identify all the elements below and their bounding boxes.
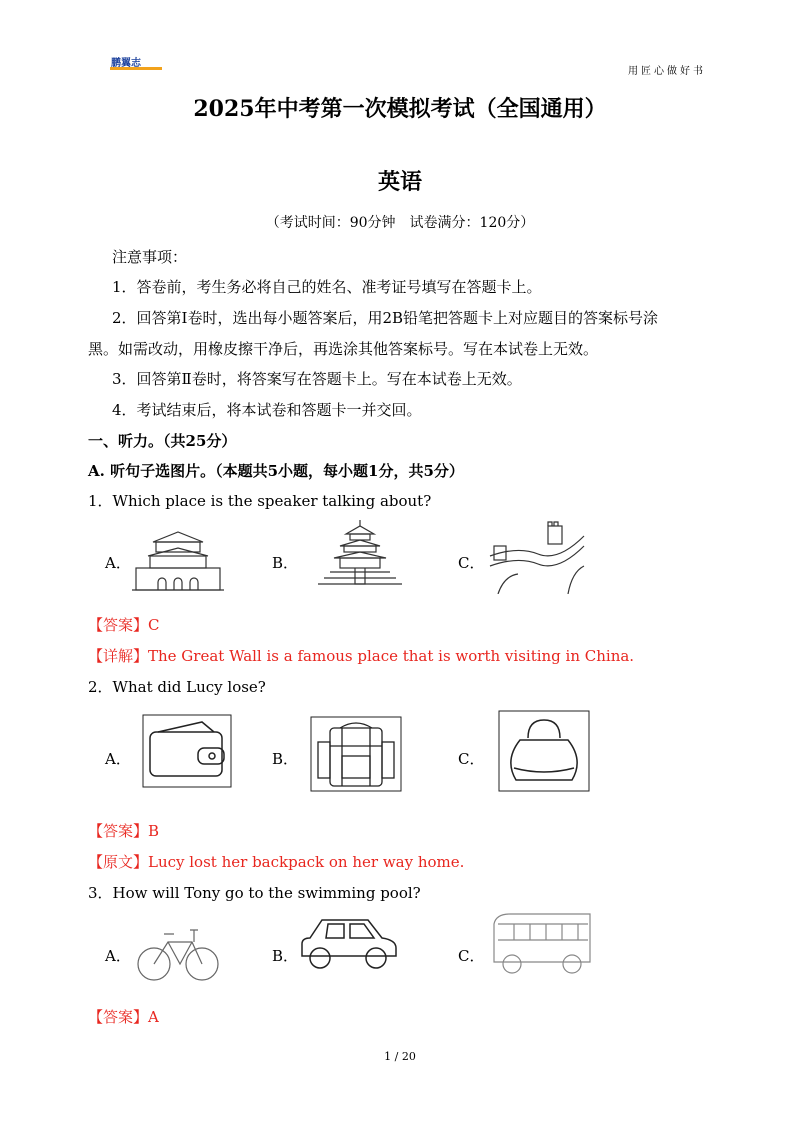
question-3-stem: 3．How will Tony go to the swimming pool? xyxy=(88,884,421,902)
part-a-heading: A. 听句子选图片。（本题共5小题，每小题1分，共5分） xyxy=(88,462,464,480)
notes-heading: 注意事项： xyxy=(112,248,188,266)
temple-of-heaven-icon xyxy=(310,518,410,596)
svg-text:鹏翼志: 鹏翼志 xyxy=(111,58,141,69)
section-heading: 一、听力。（共25分） xyxy=(88,432,237,450)
note-item-2: 2．回答第Ⅰ卷时，选出每小题答案后，用2B铅笔把答题卡上对应题目的答案标号涂 xyxy=(112,309,659,327)
wallet-icon xyxy=(142,714,232,788)
car-icon xyxy=(296,912,400,974)
q1-answer: 【答案】C xyxy=(88,616,160,634)
bicycle-icon xyxy=(134,920,222,982)
page-number: 1 / 20 xyxy=(384,1050,416,1063)
q1-option-c-label: C． xyxy=(458,554,485,572)
tiananmen-icon xyxy=(128,520,228,598)
bus-icon xyxy=(490,910,596,976)
backpack-icon xyxy=(310,716,402,792)
q1-option-b-label: B． xyxy=(272,554,299,572)
subject-title: 英语 xyxy=(377,169,422,195)
q2-answer: 【答案】B xyxy=(88,822,160,840)
note-item-4: 4．考试结束后，将本试卷和答题卡一并交回。 xyxy=(112,401,422,419)
note-item-3: 3．回答第Ⅱ卷时，将答案写在答题卡上。写在本试卷上无效。 xyxy=(112,370,522,388)
publisher-logo xyxy=(110,56,162,72)
q3-option-c-label: C． xyxy=(458,947,485,965)
q2-option-b-label: B． xyxy=(272,750,299,768)
q3-option-b-label: B． xyxy=(272,947,299,965)
q1-option-a-label: A． xyxy=(105,554,131,572)
q2-option-a-label: A． xyxy=(105,750,131,768)
q3-answer: 【答案】A xyxy=(88,1008,159,1026)
handbag-icon xyxy=(498,710,590,792)
header-motto: 用匠心做好书 xyxy=(628,66,706,77)
q2-transcript: 【原文】Lucy lost her backpack on her way home. xyxy=(88,853,465,871)
exam-meta: （考试时间：90分钟 试卷满分：120分） xyxy=(265,215,535,231)
q1-explanation: 【详解】The Great Wall is a famous place that is worth visiting in China. xyxy=(88,647,635,665)
great-wall-icon xyxy=(488,516,588,594)
note-item-2-cont: 黑。如需改动，用橡皮擦干净后，再选涂其他答案标号。写在本试卷上无效。 xyxy=(88,340,599,358)
exam-title: 2025年中考第一次模拟考试（全国通用） xyxy=(193,96,607,122)
question-2-stem: 2．What did Lucy lose? xyxy=(88,678,266,696)
q2-option-c-label: C． xyxy=(458,750,485,768)
note-item-1: 1．答卷前，考生务必将自己的姓名、准考证号填写在答题卡上。 xyxy=(112,278,542,296)
q3-option-a-label: A． xyxy=(105,947,131,965)
question-1-stem: 1．Which place is the speaker talking about? xyxy=(88,492,432,510)
